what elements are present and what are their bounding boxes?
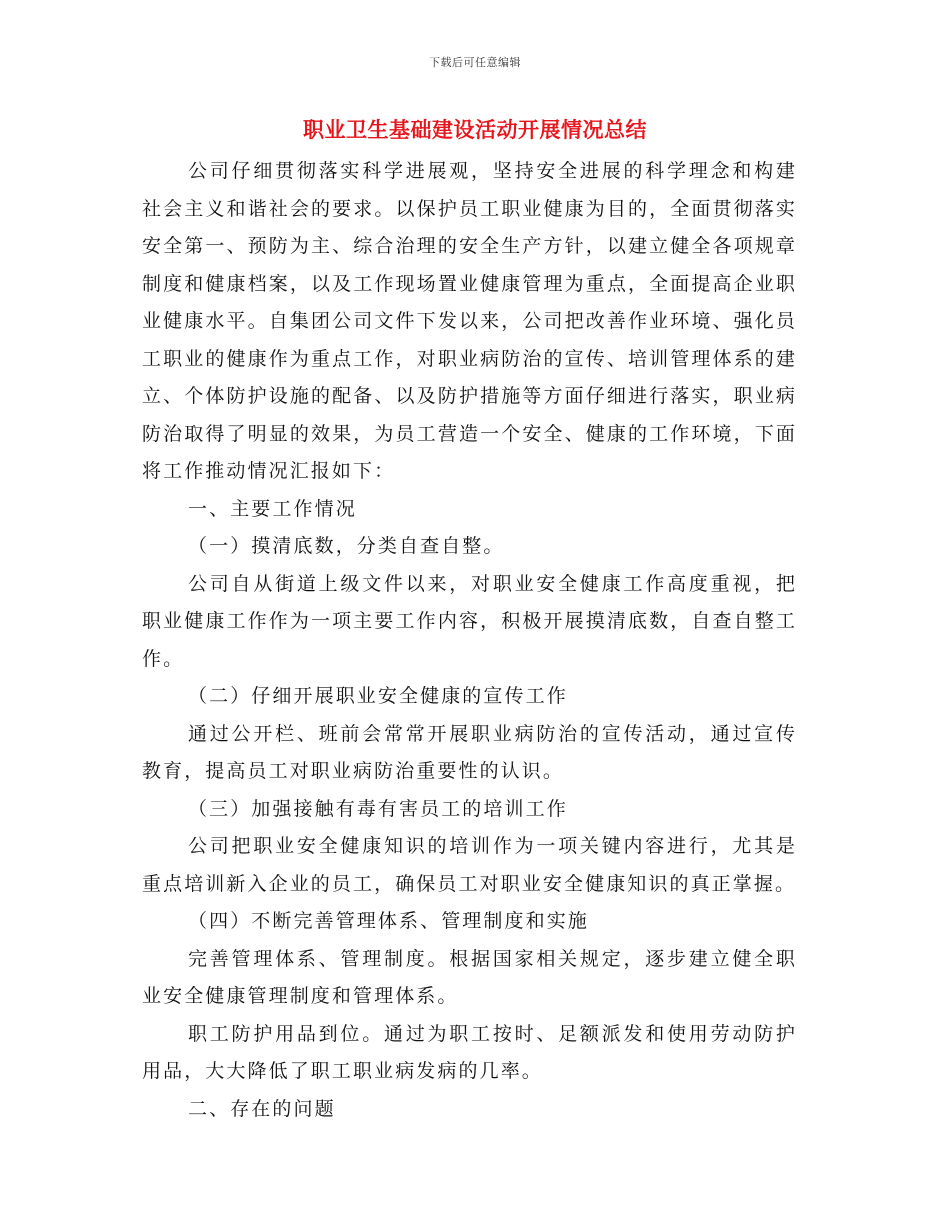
subsection-heading-2: （二）仔细开展职业安全健康的宣传工作 (188, 685, 568, 707)
subsection-heading-1: （一）摸清底数，分类自查自整。 (188, 535, 505, 557)
paragraph-1: 公司自从街道上级文件以来，对职业安全健康工作高度重视，把职业健康工作作为一项主要工作内容，积极开展摸清底数，自查自整工作。 (142, 572, 797, 670)
section-heading-problems: 二、存在的问题 (188, 1097, 336, 1120)
subsection-heading-3: （三）加强接触有毒有害员工的培训工作 (188, 797, 568, 820)
paragraph-4b: 职工防护用品到位。通过为职工按时、足额派发和使用劳动防护用品，大大降低了职工职业病发病的几率。 (142, 1022, 797, 1082)
paragraph-2: 通过公开栏、班前会常常开展职业病防治的宣传活动，通过宣传教育，提高员工对职业病防治重要性的认识。 (142, 722, 797, 782)
paragraph-3: 公司把职业安全健康知识的培训作为一项关键内容进行，尤其是重点培训新入企业的员工，确保员工对职业安全健康知识的真正掌握。 (142, 835, 797, 895)
paragraph-4a: 完善管理体系、管理制度。根据国家相关规定，逐步建立健全职业安全健康管理制度和管理体系。 (142, 947, 797, 1007)
header-note: 下载后可任意编辑 (429, 56, 521, 69)
subsection-heading-4: （四）不断完善管理体系、管理制度和实施 (188, 910, 589, 932)
document-body (142, 153, 797, 1128)
section-heading-main-work: 一、主要工作情况 (188, 497, 357, 520)
intro-paragraph: 公司仔细贯彻落实科学进展观，坚持安全进展的科学理念和构建社会主义和谐社会的要求。以保护员工职业健康为目的，全面贯彻落实安全第一、预防为主、综合治理的安全生产方针，以建立健全各项规章制度和健康档案，以及工作现场置业健康管理为重点，全面提高企业职业健康水平。自集团公司文件下发以来，公司把改善作业环境、强化员工职业的健康作为重点工作，对职业病防治的宣传、培训管理体系的建立、个体防护设施的配备、以及防护措施等方面仔细进行落实，职业病防治取得了明显的效果，为员工营造一个安全、健康的工作环境，下面将工作推动情况汇报如下： (142, 160, 797, 482)
document-title: 职业卫生基础建设活动开展情况总结 (303, 117, 647, 142)
